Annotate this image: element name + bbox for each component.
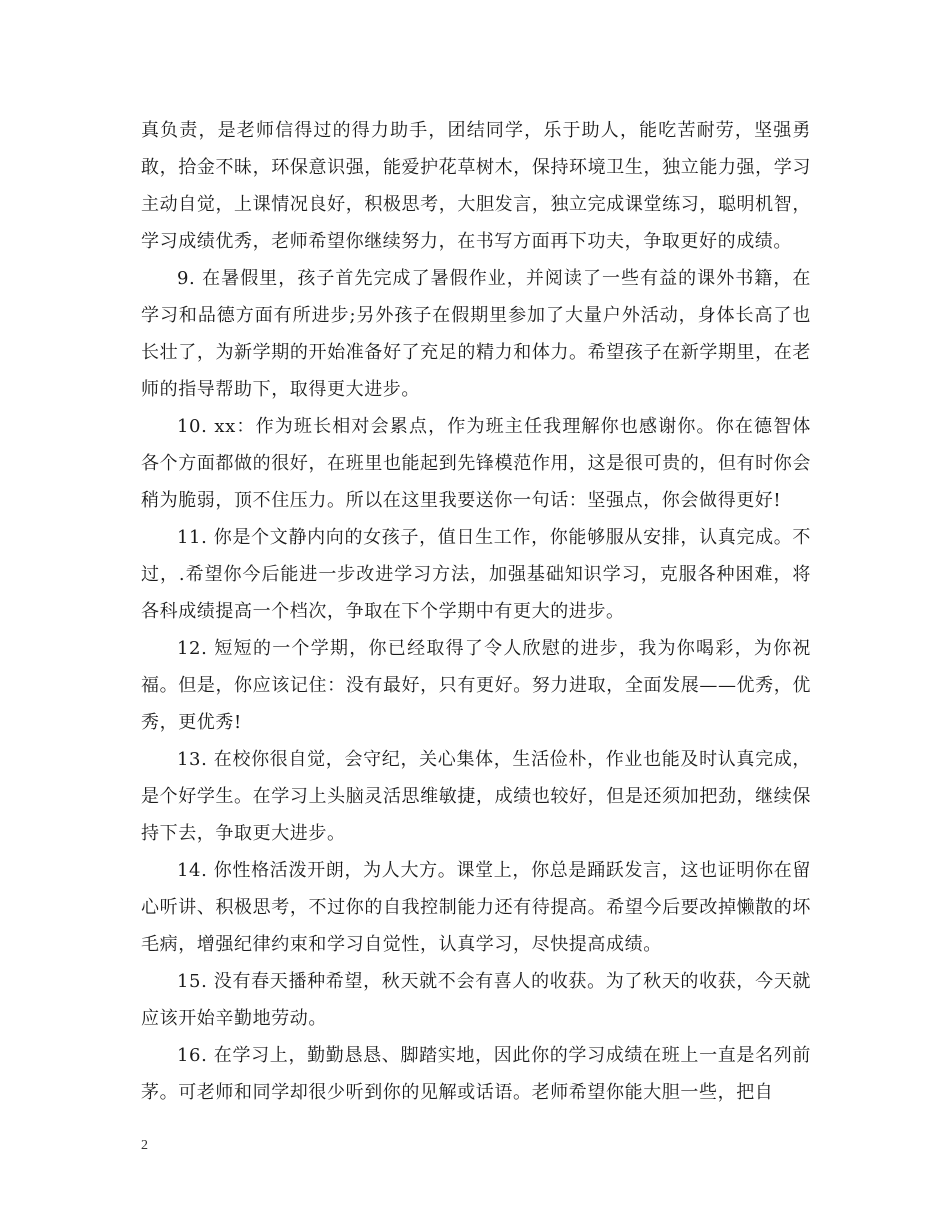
document-body bbox=[141, 112, 811, 1111]
paragraph-item-10: 10. xx：作为班长相对会累点，作为班主任我理解你也感谢你。你在德智体各个方面都做的很好，在班里也能起到先锋模范作用，这是很可贵的，但有时你会稍为脆弱，顶不住压力。所以在这里我要送你一句话：坚强点，你会做得更好! bbox=[141, 416, 811, 511]
paragraph-item-13: 13. 在校你很自觉，会守纪，关心集体，生活俭朴，作业也能及时认真完成，是个好学生。在学习上头脑灵活思维敏捷，成绩也较好，但是还须加把劲，继续保持下去，争取更大进步。 bbox=[141, 749, 811, 844]
paragraph-item-16: 16. 在学习上，勤勤恳恳、脚踏实地，因此你的学习成绩在班上一直是名列前茅。可老师和同学却很少听到你的见解或话语。老师希望你能大胆一些，把自 bbox=[141, 1045, 811, 1103]
paragraph-item-12: 12. 短短的一个学期，你已经取得了令人欣慰的进步，我为你喝彩，为你祝福。但是，你应该记住：没有最好，只有更好。努力进取，全面发展——优秀，优秀，更优秀! bbox=[141, 638, 811, 733]
paragraph-item-9: 9. 在暑假里，孩子首先完成了暑假作业，并阅读了一些有益的课外书籍，在学习和品德方面有所进步;另外孩子在假期里参加了大量户外活动，身体长高了也长壮了，为新学期的开始准备好了充足的精力和体力。希望孩子在新学期里，在老师的指导帮助下，取得更大进步。 bbox=[141, 268, 811, 400]
paragraph-continuation: 真负责，是老师信得过的得力助手，团结同学，乐于助人，能吃苦耐劳，坚强勇敢，拾金不昧，环保意识强，能爱护花草树木，保持环境卫生，独立能力强，学习主动自觉，上课情况良好，积极思考，大胆发言，独立完成课堂练习，聪明机智，学习成绩优秀，老师希望你继续努力，在书写方面再下功夫，争取更好的成绩。 bbox=[141, 120, 811, 252]
page-number: 2 bbox=[141, 1138, 148, 1153]
paragraph-item-15: 15. 没有春天播种希望，秋天就不会有喜人的收获。为了秋天的收获，今天就应该开始辛勤地劳动。 bbox=[141, 971, 811, 1029]
paragraph-item-14: 14. 你性格活泼开朗，为人大方。课堂上，你总是踊跃发言，这也证明你在留心听讲、积极思考，不过你的自我控制能力还有待提高。希望今后要改掉懒散的坏毛病，增强纪律约束和学习自觉性，认真学习，尽快提高成绩。 bbox=[141, 860, 811, 955]
paragraph-item-11: 11. 你是个文静内向的女孩子，值日生工作，你能够服从安排，认真完成。不过，.希望你今后能进一步改进学习方法，加强基础知识学习，克服各种困难，将各科成绩提高一个档次，争取在下个学期中有更大的进步。 bbox=[141, 527, 811, 622]
